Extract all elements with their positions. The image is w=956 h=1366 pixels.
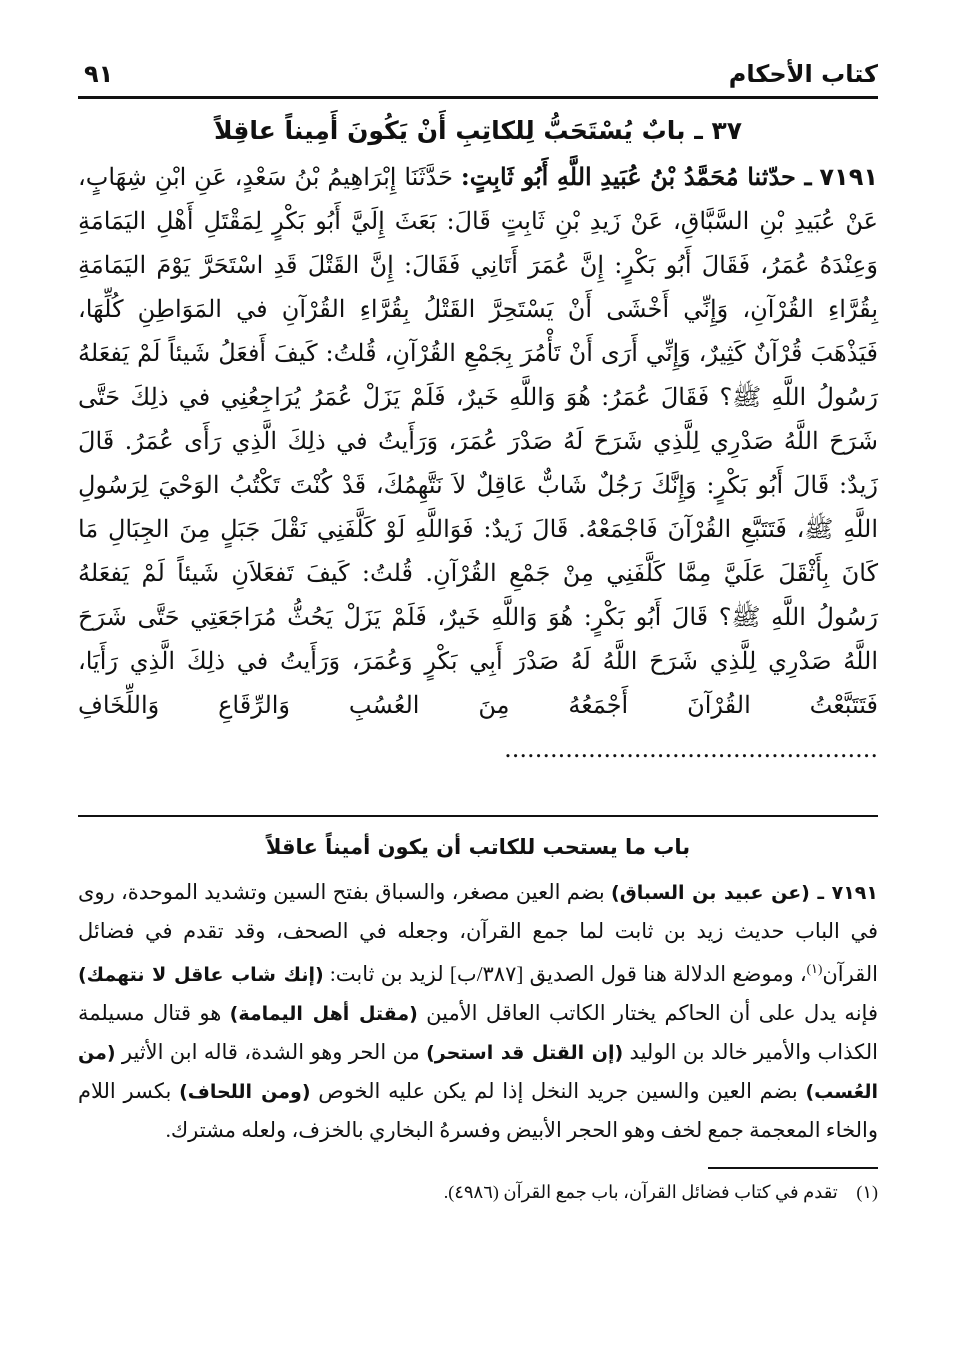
footnote-number: (١): [856, 1182, 878, 1202]
hadith-number: ٧١٩١: [819, 163, 878, 191]
commentary-segment-7: بكسر اللام والخاء المعجمة جمع لخف وهو الحجر الأبيض وفسرهُ البخاري بالخزف، ولعله مشترك.: [78, 1079, 878, 1142]
commentary-segment-1: بضم العين مصغر، والسباق بفتح السين وتشديد الموحدة، روى في الباب حديث زيد بن ثابت لما جمع القرآن، وجعله في الصحف، وقد تقدم في فضائل القرآن: [78, 880, 879, 986]
commentary-text: [78, 873, 878, 1149]
footnote-reference[interactable]: (١): [806, 961, 823, 976]
commentary-segment-6: بضم العين والسين جريد النخل إذا لم يكن عليه الخوص: [310, 1079, 806, 1103]
chapter-heading: ٣٧ ـ بابٌ يُسْتَحَبُّ لِلكاتِبِ أَنْ يَكُونَ أَمِيناً عاقِلاً: [214, 116, 742, 145]
commentary-segment-5: من الحر وهو الشدة، قاله ابن الأثير: [115, 1040, 427, 1064]
commentary-dash: ـ: [809, 882, 832, 904]
book-page: [78, 56, 878, 1326]
commentary-number: ٧١٩١: [831, 882, 878, 904]
commentary-segment-2: ، وموضع الدلالة هنا قول الصديق [٣٨٧/ب] لزيد بن ثابت:: [323, 962, 807, 986]
footnote-rule: [708, 1167, 878, 1169]
section-divider: [78, 815, 878, 817]
quote-4: (إن القتل قد استحر): [426, 1042, 624, 1064]
quote-5: (من العُسب): [78, 1042, 878, 1103]
quote-3: (مقتل أهل اليمامة): [229, 1003, 418, 1025]
quote-1: (عن عبيد بن السباق): [611, 882, 810, 904]
page-number: ٩١: [84, 60, 114, 88]
footnote: [78, 1177, 878, 1207]
running-header: [78, 56, 878, 100]
commentary-heading: باب ما يستحب للكاتب أن يكون أميناً عاقلاً: [265, 835, 691, 859]
hadith-text: [78, 155, 878, 771]
commentary-segment-3: فإنه يدل على أن الحاكم يختار الكاتب العاقل الأمين: [417, 1001, 878, 1025]
footnote-text: تقدم في كتاب فضائل القرآن، باب جمع القرآن (٤٩٨٦).: [443, 1182, 838, 1202]
hadith-intro: ـ حدّثنا مُحَمَّدُ بْنُ عُبَيدِ اللَّهِ أَبُو ثَابِتٍ:: [460, 162, 812, 191]
quote-2: (إنك شاب عاقل لا نتهمك): [78, 964, 324, 986]
hadith-body: حَدَّثَنَا إِبْرَاهِيمُ بْنُ سَعْدٍ، عَنِ ابْنِ شِهَابٍ، عَنْ عُبَيدِ بْنِ السَّبَّاقِ، عَنْ زَيدِ بْنِ ثَابِتٍ قَالَ: بَعَثَ إِلَيَّ أَبُو بَكْرٍ لِمَقْتَلِ أَهْلِ اليَمَامَةِ وَعِنْدَهُ عُمَرُ، فَقَالَ أَبُو بَكْرٍ: إِنَّ عُمَرَ أَتَانِي فَقَالَ: إِنَّ القَتْلَ قَدِ اسْتَحَرَّ يَوْمَ اليَمَامَةِ بِقُرَّاءِ القُرْآنِ، وَإِنِّي أَخْشَى أَنْ يَسْتَحِرَّ القَتْلُ بِقُرَّاءِ القُرْآنِ في المَوَاطِنِ كُلِّهَا، فَيَذْهَبَ قُرْآنٌ كَثِيرٌ، وَإِنِّي أَرَى أَنْ تَأْمُرَ بِجَمْعِ القُرْآنِ، قُلتُ: كَيفَ أَفعَلُ شَيئاً لَمْ يَفعَلهُ رَسُولُ اللَّهِ ﷺ؟ فَقَالَ عُمَرُ: هُوَ وَاللَّهِ خَيرٌ، فَلَمْ يَزَلْ عُمَرُ يُرَاجِعُنِي في ذلِكَ حَتَّى شَرَحَ اللَّهُ صَدْرِي لِلَّذِي شَرَحَ لَهُ صَدْرَ عُمَرَ، وَرَأَيتُ في ذلِكَ الَّذِي رَأَى عُمَرُ. قَالَ زَيدٌ: قَالَ أَبُو بَكْرٍ: وَإِنَّكَ رَجُلٌ شَابٌّ عَاقِلٌ لاَ نَتَّهِمُكَ، قَدْ كُنْتَ تَكْتُبُ الوَحْيَ لِرَسُولِ اللَّهِ ﷺ، فَتَتَبَّعِ القُرْآنَ فَاجْمَعْهُ. قَالَ زَيدٌ: فَوَاللَّهِ لَوْ كَلَّفَنِي نَقْلَ جَبَلٍ مِنَ الجِبَالِ مَا كَانَ بِأَثْقَلَ عَلَيَّ مِمَّا كَلَّفَنِي مِنْ جَمْعِ القُرْآنِ. قُلتُ: كَيفَ تَفعَلاَنِ شَيئاً لَمْ يَفعَلهُ رَسُولُ اللَّهِ ﷺ؟ قَالَ أَبُو بَكْرٍ: هُوَ وَاللَّهِ خَيرٌ، فَلَمْ يَزَلْ يَحُثُّ مُرَاجَعَتِي حَتَّى شَرَحَ اللَّهُ صَدْرِي لِلَّذِي شَرَحَ اللَّهُ لَهُ صَدْرَ أَبِي بَكْرٍ وَعُمَرَ، وَرَأَيتُ في ذلِكَ الَّذِي رَأَيَا، فَتَتَبَّعْتُ القُرْآنَ أَجْمَعُهُ مِنَ العُسُبِ وَالرِّقَاعِ وَاللِّخَافِ: [78, 163, 878, 719]
header-rule: [78, 96, 878, 99]
dotted-leader: .................................................: [504, 735, 878, 763]
quote-6: (ومن اللحاف): [179, 1081, 311, 1103]
book-title: كتاب الأحكام: [728, 60, 878, 88]
commentary-segment-4: هو قتال مسيلمة الكذاب والأمير خالد بن الوليد: [78, 1001, 878, 1064]
